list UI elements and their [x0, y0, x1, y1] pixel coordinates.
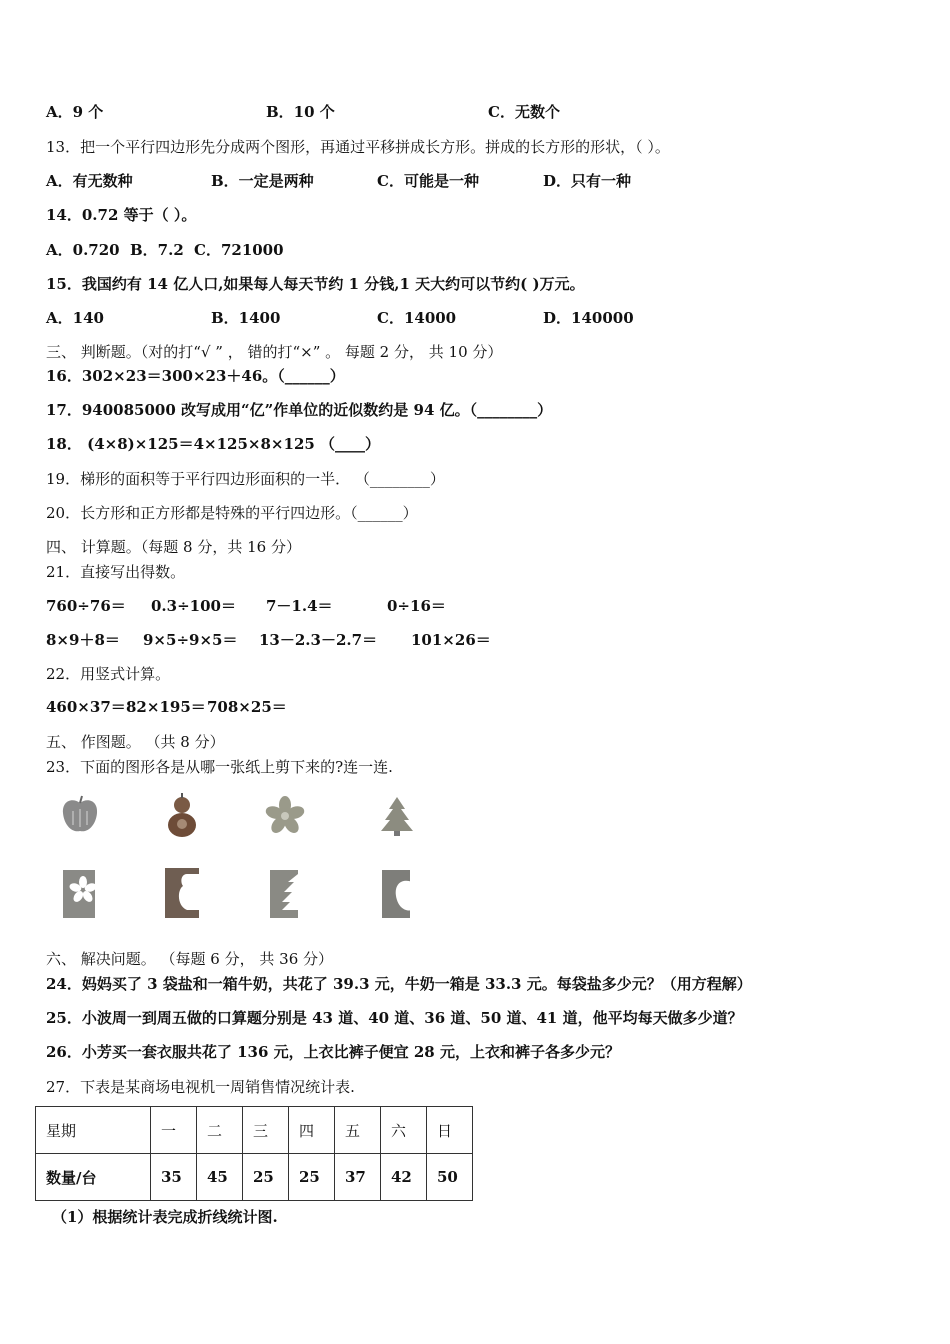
section-5-heading: 五、 作图题。 （共 8 分） — [46, 733, 225, 751]
q14-option-a: A．0.720 — [46, 241, 120, 259]
q18-text: 18． (4×8)×125＝4×125×8×125 （____） — [46, 435, 381, 453]
q13-option-b: B．一定是两种 — [211, 172, 314, 190]
q21-item: 0÷16＝ — [387, 597, 446, 615]
table-cell: 37 — [335, 1154, 381, 1201]
table-header-cell: 四 — [289, 1107, 335, 1154]
q21-text: 21．直接写出得数。 — [46, 563, 186, 581]
q22-item: 708×25＝ — [207, 698, 287, 716]
table-cell: 42 — [381, 1154, 427, 1201]
q27-subquestion-1: （1）根据统计表完成折线统计图. — [52, 1208, 278, 1226]
q21-item: 0.3÷100＝ — [151, 597, 236, 615]
table-row — [36, 1107, 473, 1154]
section-6-heading: 六、 解决问题。 （每题 6 分， 共 36 分） — [46, 950, 334, 968]
tree-shape-icon — [377, 795, 417, 837]
q14-option-c: C．721000 — [194, 241, 284, 259]
q27-text: 27．下表是某商场电视机一周销售情况统计表. — [46, 1078, 355, 1096]
q21-item: 7－1.4＝ — [266, 597, 333, 615]
table-header-cell: 六 — [381, 1107, 427, 1154]
q21-item: 760÷76＝ — [46, 597, 126, 615]
q15-option-b: B．1400 — [211, 309, 281, 327]
table-cell: 45 — [197, 1154, 243, 1201]
q20-text: 20．长方形和正方形都是特殊的平行四边形。（______） — [46, 504, 418, 522]
table-header-cell: 三 — [243, 1107, 289, 1154]
q14-text: 14．0.72 等于（ ）。 — [46, 206, 197, 224]
q26-text: 26．小芳买一套衣服共花了 136 元，上衣比裤子便宜 28 元，上衣和裤子各多少元？ — [46, 1043, 620, 1061]
q21-item: 9×5÷9×5＝ — [143, 631, 238, 649]
table-cell: 25 — [243, 1154, 289, 1201]
section-4-heading: 四、 计算题。（每题 8 分，共 16 分） — [46, 538, 301, 556]
table-cell: 35 — [151, 1154, 197, 1201]
q15-text: 15．我国约有 14 亿人口,如果每人每天节约 1 分钱,1 天大约可以节约( )万元。 — [46, 275, 585, 293]
flower-shape-icon — [264, 795, 306, 837]
section-3-heading: 三、 判断题。（对的打“√ ” ， 错的打“×” 。 每题 2 分， 共 10 分） — [46, 343, 503, 361]
q12-option-a: A．9 个 — [46, 103, 104, 121]
q12-option-c: C．无数个 — [488, 103, 560, 121]
table-cell: 数量/台 — [36, 1154, 151, 1201]
q22-text: 22．用竖式计算。 — [46, 665, 171, 683]
q13-option-d: D．只有一种 — [543, 172, 632, 190]
table-header-cell: 星期 — [36, 1107, 151, 1154]
table-row — [36, 1154, 473, 1201]
q17-text: 17．940085000 改写成用“亿”作单位的近似数约是 94 亿。（________） — [46, 401, 553, 419]
paper-with-tree-hole-icon — [268, 868, 300, 920]
paper-with-gourd-hole-icon — [163, 866, 201, 920]
q24-text: 24．妈妈买了 3 袋盐和一箱牛奶，共花了 39.3 元，牛奶一箱是 33.3 元。每袋盐多少元？（用方程解） — [46, 975, 752, 993]
q13-text: 13．把一个平行四边形先分成两个图形，再通过平移拼成长方形。拼成的长方形的形状，（ ）。 — [46, 138, 670, 156]
q22-item: 460×37＝ — [46, 698, 126, 716]
tv-sales-table — [35, 1106, 473, 1201]
table-header-cell: 五 — [335, 1107, 381, 1154]
q15-option-a: A．140 — [46, 309, 104, 327]
paper-with-flower-hole-icon — [61, 868, 97, 920]
q12-option-b: B．10 个 — [266, 103, 335, 121]
gourd-shape-icon — [162, 793, 202, 839]
table-cell: 50 — [427, 1154, 473, 1201]
q21-item: 8×9＋8＝ — [46, 631, 120, 649]
table-header-cell: 二 — [197, 1107, 243, 1154]
table-cell: 25 — [289, 1154, 335, 1201]
table-header-cell: 一 — [151, 1107, 197, 1154]
q21-item: 13－2.3－2.7＝ — [259, 631, 378, 649]
q22-item: 82×195＝ — [126, 698, 206, 716]
q13-option-a: A．有无数种 — [46, 172, 133, 190]
table-header-cell: 日 — [427, 1107, 473, 1154]
q23-text: 23．下面的图形各是从哪一张纸上剪下来的?连一连. — [46, 758, 393, 776]
q25-text: 25．小波周一到周五做的口算题分别是 43 道、40 道、36 道、50 道、41 道，他平均每天做多少道？ — [46, 1009, 743, 1027]
apple-shape-icon — [58, 793, 102, 837]
q14-option-b: B．7.2 — [130, 241, 184, 259]
q16-text: 16．302×23＝300×23＋46。（______） — [46, 367, 345, 385]
q13-option-c: C．可能是一种 — [377, 172, 479, 190]
q21-item: 101×26＝ — [411, 631, 491, 649]
q19-text: 19．梯形的面积等于平行四边形面积的一半． （________） — [46, 470, 445, 488]
q15-option-d: D．140000 — [543, 309, 634, 327]
paper-with-apple-hole-icon — [380, 868, 412, 920]
q15-option-c: C．14000 — [377, 309, 457, 327]
